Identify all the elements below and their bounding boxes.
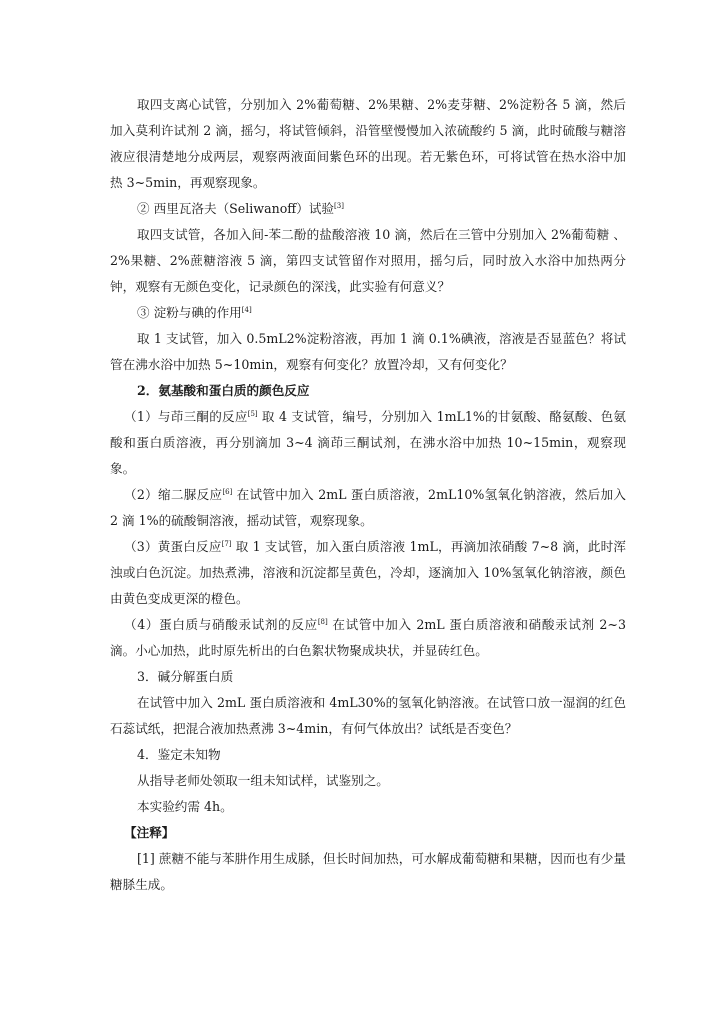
paragraph-alkali-procedure: 在试管中加入 2mL 蛋白质溶液和 4mL30%的氢氧化钠溶液。在试管口放一湿润的红色石蕊试纸，把混合液加热煮沸 3~4min，有何气体放出？试纸是否变色？ xyxy=(110,695,626,736)
reaction-title: （4）蛋白质与硝酸汞试剂的反应 xyxy=(124,617,318,632)
citation-ref: [8] xyxy=(317,617,328,626)
citation-ref: [4] xyxy=(241,305,252,314)
paragraph-molisch-procedure: 取四支离心试管，分别加入 2%葡萄糖、2%果糖、2%麦芽糖、2%淀粉各 5 滴，然后加入莫利许试剂 2 滴，摇匀，将试管倾斜，沿管壁慢慢加入浓硫酸约 5 滴，此时硫酸与糖溶液应很清楚地分成两层，观察两液面间紫色环的出现。若无紫色环，可将试管在热水浴中加热 3~5min，再观察现象。 xyxy=(110,97,626,190)
citation-ref: [3] xyxy=(334,201,344,210)
section-heading-identify-unknown: 4．鉴定未知物 xyxy=(137,747,221,762)
heading-label: ③ 淀粉与碘的作用 xyxy=(137,305,242,320)
paragraph-seliwanoff-procedure: 取四支试管，各加入间-苯二酚的盐酸溶液 10 滴，然后在三管中分别加入 2%葡萄糖 、2%果糖、2%蔗糖溶液 5 滴，第四支试管留作对照用，摇匀后，同时放入水浴中加热两分钟，观察有无颜色变化，记录颜色的深浅，此实验有何意义？ xyxy=(110,227,626,294)
heading-seliwanoff-test xyxy=(110,196,626,222)
paragraph-ninhydrin-reaction xyxy=(110,404,626,482)
paragraph-unknown-procedure: 从指导老师处领取一组未知试样，试鉴别之。 xyxy=(137,773,389,788)
reaction-text: 取 4 支试管，编号，分别加入 1mL1%的甘氨酸、酪氨酸、色氨酸和蛋白质溶液，再分别滴加 3~4 滴茚三酮试剂，在沸水浴中加热 10~15min，观察现象。 xyxy=(110,409,626,476)
reaction-text: 取 1 支试管，加入蛋白质溶液 1mL，再滴加浓硝酸 7~8 滴，此时浑浊或白色沉淀。加热煮沸，溶液和沉淀都呈黄色，冷却，逐滴加入 10%氢氧化钠溶液，颜色由黄色变成更深的橙色。 xyxy=(110,539,626,606)
heading-starch-iodine xyxy=(110,300,626,326)
paragraph-biuret-reaction xyxy=(110,482,626,534)
paragraph-starch-iodine-procedure: 取 1 支试管，加入 0.5mL2%淀粉溶液，再加 1 滴 0.1%碘液，溶液是否显蓝色？将试管在沸水浴中加热 5~10min，观察有何变化？放置冷却，又有何变化？ xyxy=(110,331,626,372)
reaction-text: 在试管中加入 2mL 蛋白质溶液，2mL10%氢氧化钠溶液，然后加入 2 滴 1%的硫酸铜溶液，摇动试管，观察现象。 xyxy=(110,487,627,528)
section-heading-alkali-decomposition: 3．碱分解蛋白质 xyxy=(137,669,234,684)
heading-label: ② 西里瓦洛夫（Seliwanoff）试验 xyxy=(137,201,335,216)
citation-ref: [6] xyxy=(222,487,233,496)
paragraph-time-required: 本实验约需 4h。 xyxy=(137,799,233,814)
notes-heading: 【注释】 xyxy=(124,825,175,840)
paragraph-millon-reaction xyxy=(110,612,626,664)
footnote-1: [1] 蔗糖不能与苯肼作用生成脎，但长时间加热，可水解成葡萄糖和果糖，因而也有少量糖脎生成。 xyxy=(110,851,626,892)
reaction-title: （2）缩二脲反应 xyxy=(124,487,223,502)
document-page xyxy=(110,92,626,898)
citation-ref: [7] xyxy=(221,539,232,548)
reaction-title: （3）黄蛋白反应 xyxy=(124,539,222,554)
reaction-title: （1）与茚三酮的反应 xyxy=(124,409,248,424)
section-heading-amino-acid-color: 2．氨基酸和蛋白质的颜色反应 xyxy=(137,383,310,398)
citation-ref: [5] xyxy=(247,409,258,418)
paragraph-xanthoprotein-reaction xyxy=(110,534,626,612)
reaction-text: 在试管中加入 2mL 蛋白质溶液和硝酸汞试剂 2~3 滴。小心加热，此时原先析出的白色絮状物聚成块状，并显砖红色。 xyxy=(110,617,626,658)
